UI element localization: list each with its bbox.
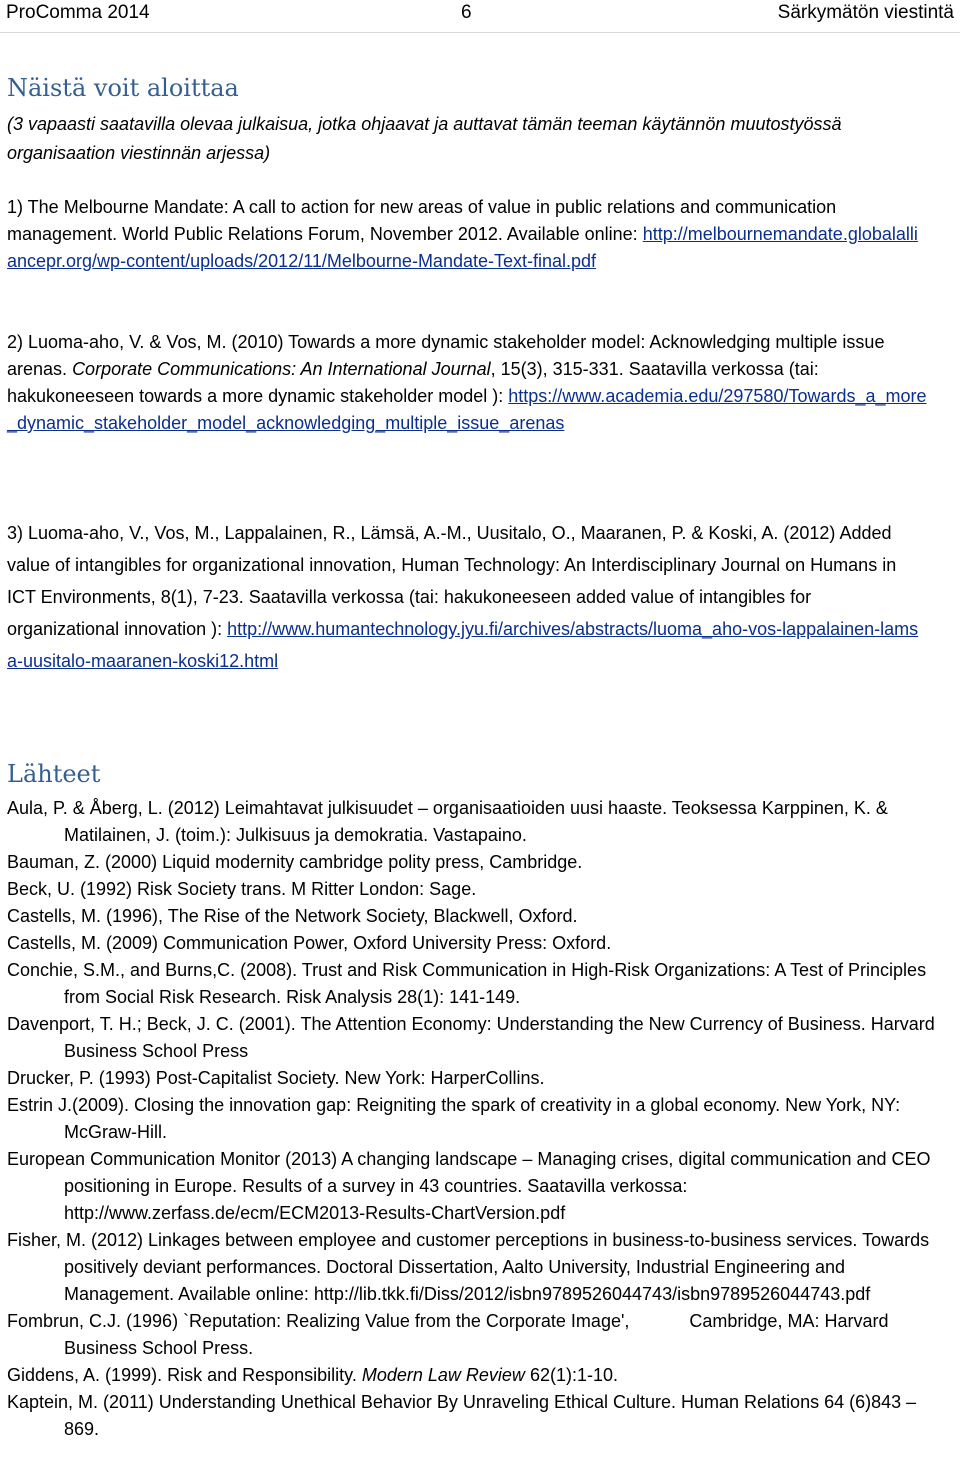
resource-1-text: 1) The Melbourne Mandate: A call to action for new areas of value in public relations and communication management. World Public Relations Forum, November 2012. Available online: bbox=[7, 197, 837, 244]
resource-1-link[interactable]: http://melbournemandate.globalalliancepr.org/wp-content/uploads/2012/11/Melbourne-Mandate-Text-final.pdf bbox=[7, 224, 918, 271]
reference-item: Conchie, S.M., and Burns,C. (2008). Trust and Risk Communication in High-Risk Organizations: A Test of Principles from Social Risk Research. Risk Analysis 28(1): 141-149. bbox=[7, 960, 927, 1007]
resource-item-2 bbox=[7, 329, 927, 437]
resource-3-text: 3) Luoma-aho, V., Vos, M., Lappalainen, R., Lämsä, A.-M., Uusitalo, O., Maaranen, P. & Koski, A. (2012) Added value of intangibles for organizational innovation, Human Technology: An Interdisciplinary Journal on Humans in ICT Environments, 8(1), 7-23. Saatavilla verkossa (tai: hakukoneeseen added value of intangibles for organizational innovation ): bbox=[7, 523, 897, 639]
resource-2-journal: Corporate Communications: An International Journal bbox=[72, 359, 491, 379]
section-title-references: Lähteet bbox=[7, 760, 101, 788]
reference-item: Bauman, Z. (2000) Liquid modernity cambridge polity press, Cambridge. bbox=[7, 852, 583, 872]
reference-item: Estrin J.(2009). Closing the innovation gap: Reigniting the spark of creativity in a global economy. New York, NY: McGraw-Hill. bbox=[7, 1095, 901, 1142]
reference-item-giddens bbox=[7, 1362, 937, 1389]
resource-2-link[interactable]: https://www.academia.edu/297580/Towards_a_more_dynamic_stakeholder_model_acknowledging_multiple_issue_arenas bbox=[7, 386, 927, 433]
header-conference: ProComma 2014 bbox=[6, 2, 150, 23]
page-header bbox=[0, 0, 960, 26]
resource-item-3 bbox=[7, 517, 927, 677]
header-topic: Särkymätön viestintä bbox=[777, 2, 954, 23]
giddens-journal: Modern Law Review bbox=[361, 1365, 525, 1385]
reference-item: Castells, M. (1996), The Rise of the Network Society, Blackwell, Oxford. bbox=[7, 906, 578, 926]
section-title-start: Näistä voit aloittaa bbox=[7, 74, 239, 102]
reference-item: European Communication Monitor (2013) A changing landscape – Managing crises, digital communication and CEO positioning in Europe. Results of a survey in 43 countries. Saatavilla verkossa: http://www.zerfass.de/ecm/ECM2013-Results-ChartVersion.pdf bbox=[7, 1149, 931, 1223]
fombrun-b: Cambridge, bbox=[689, 1311, 783, 1331]
giddens-a: Giddens, A. (1999). Risk and Responsibility. bbox=[7, 1365, 357, 1385]
giddens-b: 62(1):1-10. bbox=[529, 1365, 619, 1385]
resource-item-1 bbox=[7, 194, 927, 275]
resource-3-link[interactable]: http://www.humantechnology.jyu.fi/archives/abstracts/luoma_aho-vos-lappalainen-lamsa-uusitalo-maaranen-koski12.html bbox=[7, 619, 919, 671]
reference-item: Drucker, P. (1993) Post-Capitalist Society. New York: HarperCollins. bbox=[7, 1068, 545, 1088]
page-number: 6 bbox=[461, 2, 472, 23]
resource-2-text-b: , 15(3), 315-331. Saatavilla verkossa (tai: hakukoneeseen towards a more dynamic stakeholder model ): bbox=[7, 359, 819, 406]
reference-item-fombrun bbox=[7, 1308, 937, 1362]
reference-item: Kaptein, M. (2011) Understanding Unethical Behavior By Unraveling Ethical Culture. Human Relations 64 (6)843 – 869. bbox=[7, 1392, 917, 1439]
reference-item: Fisher, M. (2012) Linkages between employee and customer perceptions in business-to-business services. Towards positively deviant performances. Doctoral Dissertation, Aalto University, Industrial Engineering and Management. Available online: http://lib.tkk.fi/Diss/2012/isbn9789526044743/isbn9789526044743.pdf bbox=[7, 1230, 930, 1304]
reference-list bbox=[0, 795, 960, 1443]
reference-item: Davenport, T. H.; Beck, J. C. (2001). The Attention Economy: Understanding the New Currency of Business. Harvard Business School Press bbox=[7, 1014, 935, 1061]
section-subtitle: (3 vapaasti saatavilla olevaa julkaisua, jotka ohjaavat ja auttavat tämän teeman käytännön muutostyössä organisaation viestinnän arjessa) bbox=[7, 114, 842, 163]
reference-item: Castells, M. (2009) Communication Power, Oxford University Press: Oxford. bbox=[7, 933, 612, 953]
reference-item: Aula, P. & Åberg, L. (2012) Leimahtavat julkisuudet – organisaatioiden uusi haaste. Teoksessa Karppinen, K. & Matilainen, J. (toim.): Julkisuus ja demokratia. Vastapaino. bbox=[7, 798, 888, 845]
fombrun-a: Fombrun, C.J. (1996) `Reputation: Realizing Value from the Corporate Image', bbox=[7, 1311, 630, 1331]
header-divider bbox=[0, 32, 960, 33]
resource-2-text-a: 2) Luoma-aho, V. & Vos, M. (2010) Towards a more dynamic stakeholder model: Acknowledging multiple issue arenas. bbox=[7, 332, 885, 379]
fombrun-c: MA: Harvard Business School Press. bbox=[64, 1311, 889, 1358]
reference-item: Beck, U. (1992) Risk Society trans. M Ritter London: Sage. bbox=[7, 879, 477, 899]
